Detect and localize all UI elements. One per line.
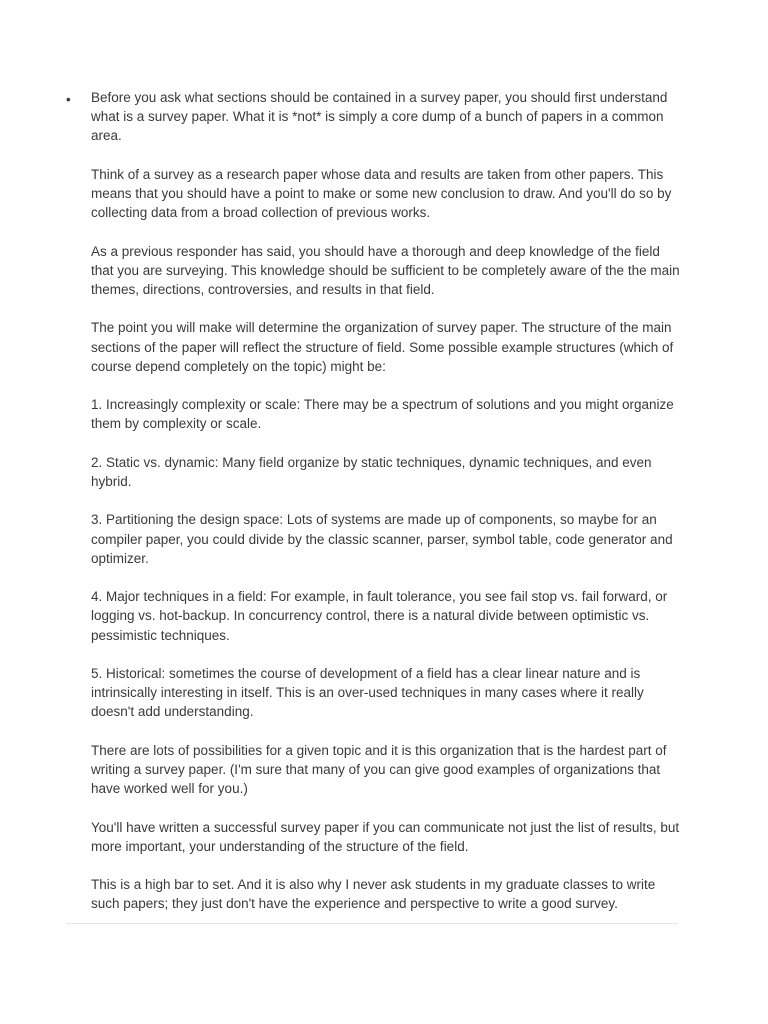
paragraph-structure-1: 1. Increasingly complexity or scale: There may be a spectrum of solutions and you might organize them by complexity or scale. <box>91 397 674 432</box>
paragraph-possibilities: There are lots of possibilities for a given topic and it is this organization that is the hardest part of writing a survey paper. (I'm sure that many of you can give good examples of organizations that have worked well for you.) <box>91 742 667 797</box>
paragraph-organization: The point you will make will determine the organization of survey paper. The structure of the main sections of the paper will reflect the structure of field. Some possible example structures (which of course depend completely on the topic) might be: <box>91 320 674 374</box>
paragraph-field-knowledge: As a previous responder has said, you should have a thorough and deep knowledge of the field that you are surveying. This knowledge should be sufficient to be completely aware of the the main themes, directions, controversies, and results in that field. <box>91 243 680 297</box>
list-bullet: • <box>66 92 71 107</box>
paragraph-structure-5: 5. Historical: sometimes the course of development of a field has a clear linear nature and is intrinsically interesting in itself. This is an over-used techniques in many cases where it really doesn't add understanding. <box>91 665 644 720</box>
paragraph-conclusion: This is a high bar to set. And it is also why I never ask students in my graduate classes to write such papers; they just don't have the experience and perspective to write a good survey. <box>91 877 656 912</box>
paragraph-survey-definition: Think of a survey as a research paper whose data and results are taken from other papers. This means that you should have a point to make or some new conclusion to draw. And you'll do so by collecting data from a broad collection of previous works. <box>91 166 672 221</box>
paragraph-intro: Before you ask what sections should be contained in a survey paper, you should first understand what is a survey paper. What it is *not* is simply a core dump of a bunch of papers in a common area. <box>91 90 668 144</box>
paragraph-success: You'll have written a successful survey paper if you can communicate not just the list of results, but more important, your understanding of the structure of the field. <box>91 819 680 854</box>
paragraph-structure-4: 4. Major techniques in a field: For example, in fault tolerance, you see fail stop vs. fail forward, or logging vs. hot-backup. In concurrency control, there is a natural divide between optimistic vs. pessimistic techniques. <box>91 589 668 643</box>
answer-body <box>91 88 683 914</box>
paragraph-structure-3: 3. Partitioning the design space: Lots of systems are made up of components, so maybe for an compiler paper, you could divide by the classic scanner, parser, symbol table, code generator and optimizer. <box>91 512 673 566</box>
section-divider <box>66 923 678 924</box>
paragraph-structure-2: 2. Static vs. dynamic: Many field organize by static techniques, dynamic techniques, and even hybrid. <box>91 454 652 489</box>
